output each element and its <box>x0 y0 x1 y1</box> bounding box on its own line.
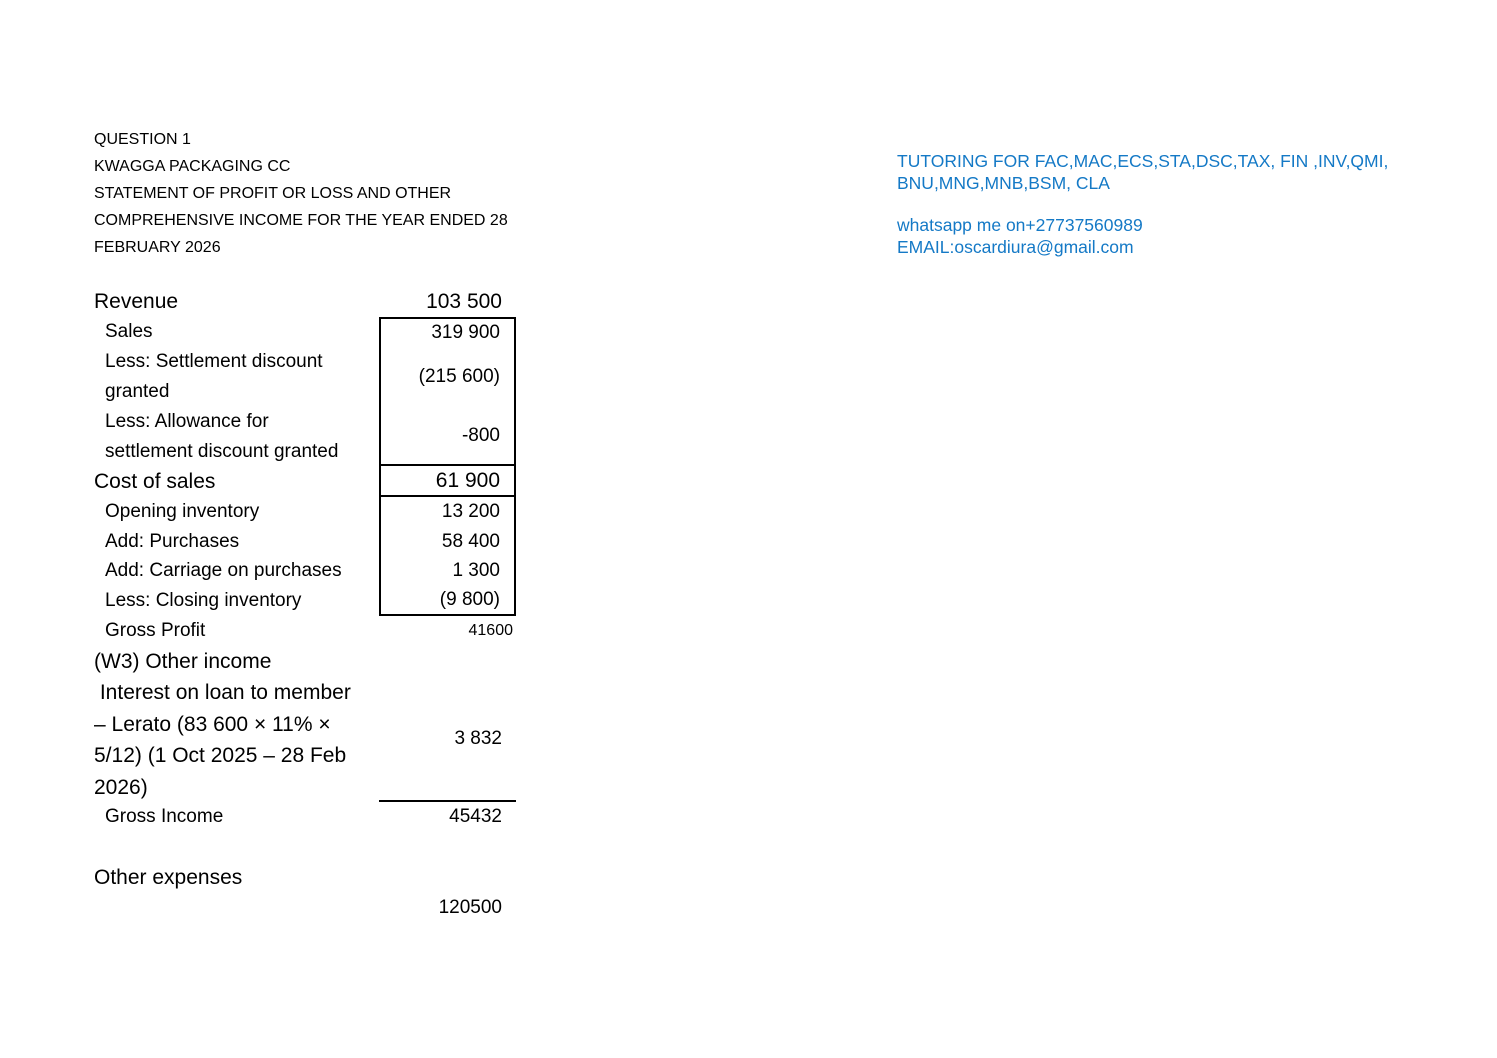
gross-income-row <box>94 802 524 832</box>
allowance-label: Less: Allowance for settlement discount granted <box>105 410 339 462</box>
gross-profit-label: Gross Profit <box>105 620 206 641</box>
interest-amount: 3 832 <box>379 677 516 802</box>
opening-inventory-label: Opening inventory <box>105 501 260 522</box>
tutoring-subjects-line-2: BNU,MNG,MNB,BSM, CLA <box>897 172 1110 193</box>
contact-spacer <box>897 194 1457 215</box>
cost-of-sales-amount: 61 900 <box>379 466 516 497</box>
carriage-label: Add: Carriage on purchases <box>105 560 342 581</box>
statement-title-line-1: STATEMENT OF PROFIT OR LOSS AND OTHER <box>94 185 452 202</box>
whatsapp-number: whatsapp me on+27737560989 <box>897 215 1143 235</box>
settlement-discount-label: Less: Settlement discount granted <box>105 351 323 402</box>
company-name: KWAGGA PACKAGING CC <box>94 158 291 175</box>
carriage-row <box>94 556 524 586</box>
closing-inventory-row <box>94 586 524 616</box>
tutoring-contact-block <box>897 151 1457 258</box>
other-income-row <box>94 646 524 677</box>
sales-amount: 319 900 <box>379 317 516 347</box>
gross-income-label: Gross Income <box>105 806 224 827</box>
statement-title-line-2: COMPREHENSIVE INCOME FOR THE YEAR ENDED 28 <box>94 212 508 229</box>
settlement-discount-row <box>94 347 524 407</box>
interest-label: Interest on loan to member – Lerato (83 600 × 11% × 5/12) (1 Oct 2025 – 28 Feb 2026) <box>94 681 357 799</box>
gross-profit-row <box>94 616 524 646</box>
cost-of-sales-row <box>94 466 524 497</box>
purchases-row <box>94 527 524 556</box>
other-expenses-amount-row <box>94 893 524 923</box>
revenue-amount: 103 500 <box>426 290 502 313</box>
other-income-label: (W3) Other income <box>94 649 272 673</box>
income-statement <box>94 287 524 923</box>
allowance-row <box>94 407 524 466</box>
revenue-label: Revenue <box>94 290 179 313</box>
sales-row <box>94 317 524 347</box>
carriage-amount: 1 300 <box>379 556 516 586</box>
purchases-amount: 58 400 <box>379 527 516 556</box>
opening-inventory-row <box>94 497 524 527</box>
revenue-row <box>94 287 524 317</box>
statement-title-line-3: FEBRUARY 2026 <box>94 239 221 256</box>
other-expenses-amount: 120500 <box>438 897 502 918</box>
closing-inventory-amount: (9 800) <box>379 586 516 616</box>
purchases-label: Add: Purchases <box>105 530 240 552</box>
allowance-amount: -800 <box>379 407 516 466</box>
gross-profit-amount: 41600 <box>468 622 513 639</box>
email-address: EMAIL:oscardiura@gmail.com <box>897 236 1134 257</box>
interest-row <box>94 677 524 802</box>
gross-income-amount: 45432 <box>449 806 502 827</box>
cost-of-sales-label: Cost of sales <box>94 469 216 493</box>
statement-header <box>94 126 534 261</box>
question-number: QUESTION 1 <box>94 131 191 148</box>
other-expenses-label: Other expenses <box>94 865 243 889</box>
settlement-discount-amount: (215 600) <box>379 347 516 407</box>
sales-label: Sales <box>105 321 153 342</box>
blank-row <box>94 832 524 862</box>
other-expenses-row <box>94 862 524 893</box>
closing-inventory-label: Less: Closing inventory <box>105 590 302 611</box>
opening-inventory-amount: 13 200 <box>379 497 516 527</box>
tutoring-subjects-line-1: TUTORING FOR FAC,MAC,ECS,STA,DSC,TAX, FIN ,INV,QMI, <box>897 151 1389 171</box>
